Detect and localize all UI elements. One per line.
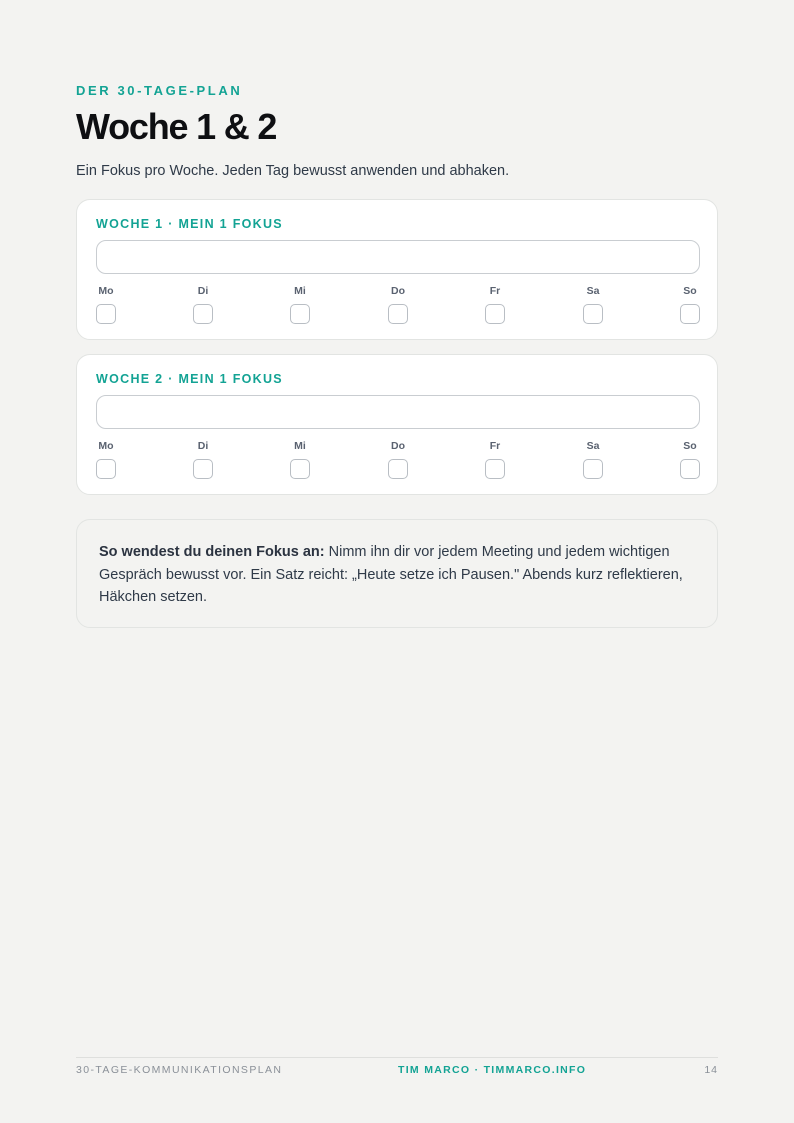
day-label: Mo bbox=[98, 285, 114, 297]
week-2-day-mo bbox=[96, 440, 116, 480]
page-number: 14 bbox=[704, 1064, 718, 1076]
week-2-label: WOCHE 2 · MEIN 1 FOKUS bbox=[96, 372, 283, 386]
day-label: Mo bbox=[98, 440, 114, 452]
week-2-checkbox-mi[interactable] bbox=[290, 459, 310, 479]
day-label: Fr bbox=[489, 285, 501, 297]
page-title: Woche 1 & 2 bbox=[76, 106, 277, 147]
week-2-checkbox-sa[interactable] bbox=[583, 459, 603, 479]
week-2-day-di bbox=[193, 440, 213, 480]
section-eyebrow: DER 30-TAGE-PLAN bbox=[76, 83, 243, 98]
day-label: Sa bbox=[586, 285, 600, 297]
week-1-day-di bbox=[193, 285, 213, 325]
week-1-day-mo bbox=[96, 285, 116, 325]
day-label: Di bbox=[197, 285, 209, 297]
week-1-checkbox-do[interactable] bbox=[388, 304, 408, 324]
week-2-day-tracker bbox=[96, 440, 700, 480]
week-2-card bbox=[76, 354, 718, 495]
week-1-day-sa bbox=[583, 285, 603, 325]
day-label: Do bbox=[391, 440, 405, 452]
week-2-day-mi bbox=[290, 440, 310, 480]
week-2-checkbox-di[interactable] bbox=[193, 459, 213, 479]
day-label: So bbox=[683, 440, 697, 452]
week-1-checkbox-mi[interactable] bbox=[290, 304, 310, 324]
footer-author: TIM MARCO · TIMMARCO.INFO bbox=[398, 1064, 587, 1076]
week-1-checkbox-mo[interactable] bbox=[96, 304, 116, 324]
day-label: Sa bbox=[586, 440, 600, 452]
week-1-day-mi bbox=[290, 285, 310, 325]
day-label: Mi bbox=[294, 440, 306, 452]
tip-box bbox=[76, 519, 718, 628]
week-2-checkbox-do[interactable] bbox=[388, 459, 408, 479]
week-2-day-fr bbox=[485, 440, 505, 480]
week-1-day-tracker bbox=[96, 285, 700, 325]
week-2-day-sa bbox=[583, 440, 603, 480]
week-1-checkbox-so[interactable] bbox=[680, 304, 700, 324]
day-label: Fr bbox=[489, 440, 501, 452]
page bbox=[76, 0, 718, 1123]
week-2-day-do bbox=[388, 440, 408, 480]
day-label: Do bbox=[391, 285, 405, 297]
day-label: Di bbox=[197, 440, 209, 452]
week-1-day-do bbox=[388, 285, 408, 325]
week-1-day-fr bbox=[485, 285, 505, 325]
week-2-day-so bbox=[680, 440, 700, 480]
day-label: Mi bbox=[294, 285, 306, 297]
week-1-checkbox-sa[interactable] bbox=[583, 304, 603, 324]
tip-text: Nimm ihn dir vor jedem Meeting und jedem wichtigen Gespräch bewusst vor. Ein Satz reicht: „Heute setze ich Pausen." Abends kurz reflektieren, Häkchen setzen. bbox=[99, 544, 683, 605]
week-1-day-so bbox=[680, 285, 700, 325]
tip-heading: So wendest du deinen Fokus an: bbox=[99, 544, 325, 560]
page-subtitle: Ein Fokus pro Woche. Jeden Tag bewusst anwenden und abhaken. bbox=[76, 163, 510, 179]
week-2-checkbox-so[interactable] bbox=[680, 459, 700, 479]
day-label: So bbox=[683, 285, 697, 297]
week-1-checkbox-fr[interactable] bbox=[485, 304, 505, 324]
week-2-checkbox-mo[interactable] bbox=[96, 459, 116, 479]
week-2-focus-input[interactable] bbox=[96, 395, 700, 429]
week-1-card bbox=[76, 199, 718, 340]
week-2-checkbox-fr[interactable] bbox=[485, 459, 505, 479]
week-1-focus-input[interactable] bbox=[96, 240, 700, 274]
footer-divider bbox=[76, 1057, 718, 1058]
week-1-checkbox-di[interactable] bbox=[193, 304, 213, 324]
week-1-label: WOCHE 1 · MEIN 1 FOKUS bbox=[96, 217, 283, 231]
footer-document-title: 30-TAGE-KOMMUNIKATIONSPLAN bbox=[76, 1064, 283, 1076]
